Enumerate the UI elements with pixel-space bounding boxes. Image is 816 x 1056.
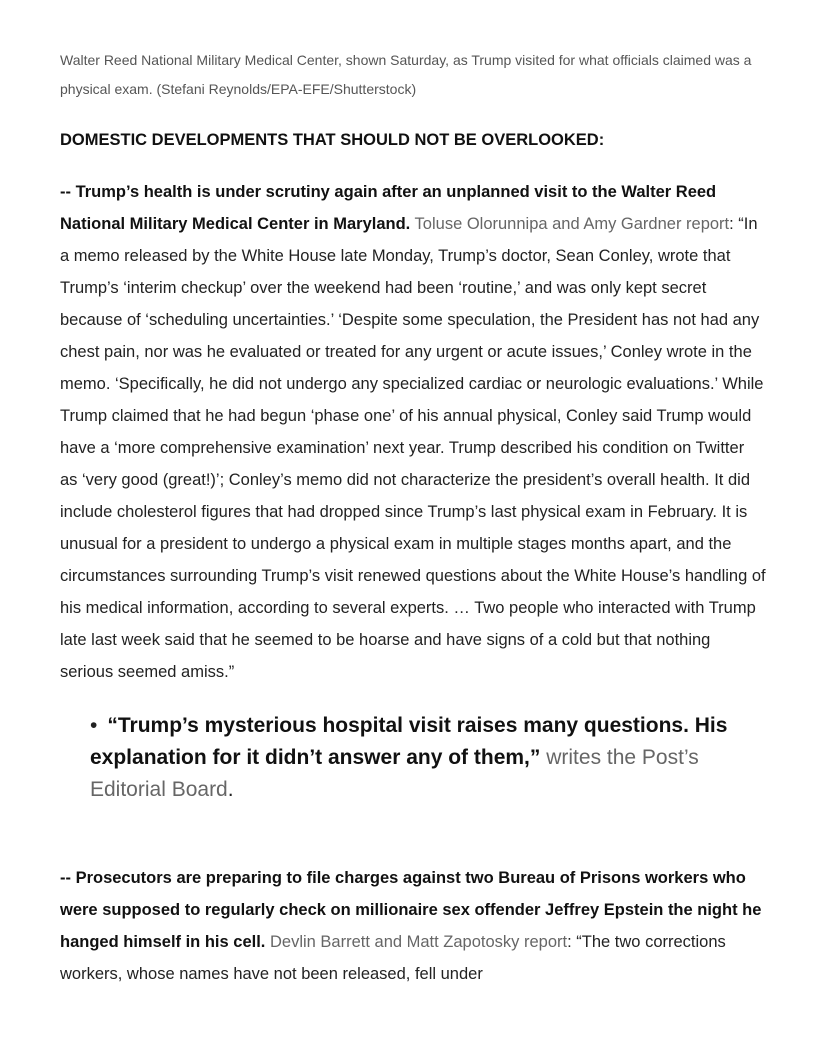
story-paragraph-epstein — [60, 862, 766, 990]
story-lead: -- Prosecutors are preparing to file charges against two Bureau of Prisons workers who were supposed to regularly check on millionaire sex offender Jeffrey Epstein the night he hanged himself in his cell. — [60, 869, 762, 951]
photo-caption: Walter Reed National Military Medical Center, shown Saturday, as Trump visited for what officials claimed was a physical exam. (Stefani Reynolds/EPA-EFE/Shutterstock) — [60, 52, 752, 97]
story-byline-link[interactable]: Toluse Olorunnipa and Amy Gardner report — [414, 215, 730, 233]
story-lead: -- Trump’s health is under scrutiny again after an unplanned visit to the Walter Reed National Military Medical Center in Maryland. — [60, 183, 717, 233]
editorial-bullet — [90, 710, 740, 806]
story-byline-link[interactable]: Devlin Barrett and Matt Zapotosky report — [269, 933, 568, 951]
bullet-end: . — [227, 778, 234, 801]
story-body: : “The two corrections workers, whose names have not been released, fell under — [60, 933, 726, 983]
bullet-icon: • — [90, 714, 98, 737]
section-heading: DOMESTIC DEVELOPMENTS THAT SHOULD NOT BE OVERLOOKED: — [60, 131, 605, 149]
editorial-quote: “Trump’s mysterious hospital visit raises many questions. His explanation for it didn’t answer any of them,” — [90, 714, 728, 769]
story-paragraph-trump-health — [60, 176, 766, 688]
story-body: : “In a memo released by the White House late Monday, Trump’s doctor, Sean Conley, wrote that Trump’s ‘interim checkup’ over the weekend had been ‘routine,’ and was only kept secret because of ‘scheduling uncertainties.’ ‘Despite some speculation, the President has not had any chest pain, nor was he evaluated or treated for any urgent or acute issues,’ Conley wrote in the memo. ‘Specifically, he did not undergo any specialized cardiac or neurologic evaluations.’ While Trump claimed that he had begun ‘phase one’ of his annual physical, Conley said Trump would have a ‘more comprehensive examination’ next year. Trump described his condition on Twitter as ‘very good (great!)’; Conley’s memo did not characterize the president’s overall health. It did include cholesterol figures that had dropped since Trump’s last physical exam in February. It is unusual for a president to undergo a physical exam in multiple stages months apart, and the circumstances surrounding Trump’s visit renewed questions about the White House’s handling of his medical information, according to several experts. … Two people who interacted with Trump late last week said that he seemed to be hoarse and have signs of a cold but that nothing serious seemed amiss.” — [60, 215, 766, 681]
editorial-board-link[interactable]: writes the Post’s Editorial Board — [90, 746, 699, 801]
article-page — [60, 46, 766, 990]
